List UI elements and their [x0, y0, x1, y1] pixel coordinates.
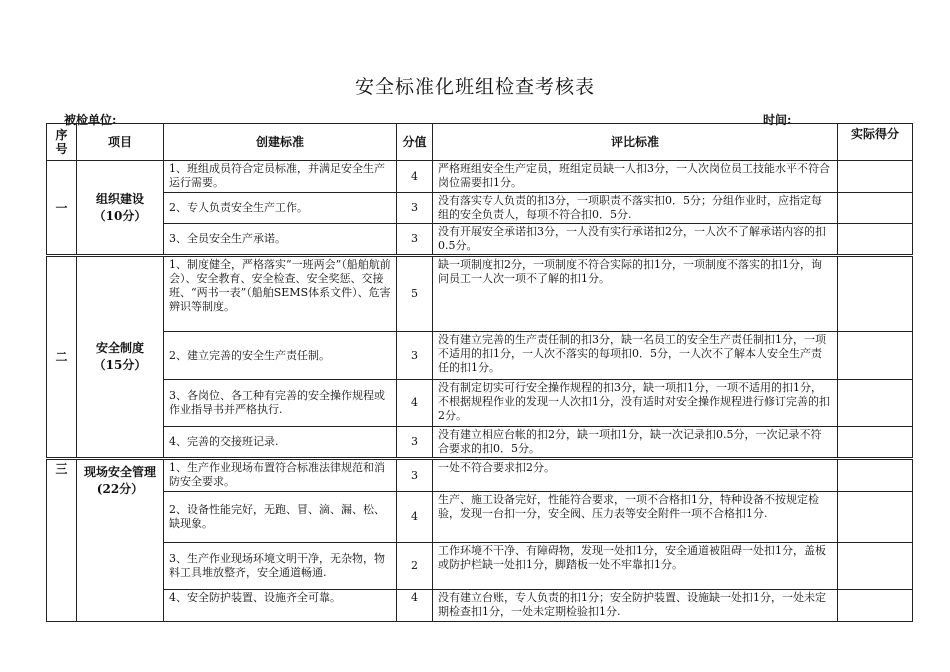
header-standard: 创建标准	[164, 124, 397, 161]
header-points: 分值	[397, 124, 433, 161]
actual-score-cell[interactable]	[838, 224, 913, 256]
header-item: 项目	[77, 124, 164, 161]
table-row	[47, 380, 913, 427]
actual-score-cell[interactable]	[838, 193, 913, 224]
header-seq: 序号	[47, 124, 77, 161]
time-label: 时间:	[763, 113, 792, 127]
standard-cell: 4、安全防护装置、设施齐全可靠。	[164, 590, 397, 622]
section-name: 组织建设（10分）	[77, 161, 164, 256]
standard-cell: 3、生产作业现场环境文明干净，无杂物，物料工具堆放整齐，安全通道畅通.	[164, 543, 397, 590]
actual-score-cell[interactable]	[838, 543, 913, 590]
section-number: 二	[47, 256, 77, 459]
actual-score-cell[interactable]	[838, 161, 913, 193]
actual-score-cell[interactable]	[838, 427, 913, 459]
criteria-cell: 没有建立相应台帐的扣2分，缺一项扣1分，缺一次记录扣0.5分，一次记录不符合要求的扣0．5分。	[433, 427, 838, 459]
points-cell: 3	[397, 427, 433, 459]
criteria-cell: 没有制定切实可行安全操作规程的扣3分，缺一项扣1分，一项不适用的扣1分，不根据规程作业的发现一人次扣1分，没有适时对安全操作规程进行修订完善的扣2分。	[433, 380, 838, 427]
standard-cell: 2、专人负责安全生产工作。	[164, 193, 397, 224]
standard-cell: 3、全员安全生产承诺。	[164, 224, 397, 256]
points-cell: 3	[397, 459, 433, 492]
criteria-cell: 一处不符合要求扣2分。	[433, 459, 838, 492]
criteria-cell: 严格班组安全生产定员，班组定员缺一人扣3分，一人次岗位员工技能水平不符合岗位需要扣1分。	[433, 161, 838, 193]
standard-cell: 2、设备性能完好，无跑、冒、滴、漏、松、缺现象。	[164, 492, 397, 543]
table-row	[47, 543, 913, 590]
points-cell: 3	[397, 332, 433, 380]
section-number: 三	[47, 459, 77, 622]
table-header-row	[47, 124, 913, 161]
criteria-cell: 没有建立完善的生产责任制的扣3分，缺一名员工的安全生产责任制扣1分，一项不适用的扣1分，一人次不落实的每项扣0．5分，一人次不了解本人安全生产责任的扣1分。	[433, 332, 838, 380]
actual-score-cell[interactable]	[838, 256, 913, 332]
table-row	[47, 161, 913, 193]
points-cell: 3	[397, 193, 433, 224]
table-row	[47, 224, 913, 256]
document-title: 安全标准化班组检查考核表	[354, 76, 595, 98]
table-row	[47, 492, 913, 543]
points-cell: 4	[397, 492, 433, 543]
table-row	[47, 256, 913, 332]
points-cell: 4	[397, 590, 433, 622]
standard-cell: 1、制度健全，严格落实“一班两会”（船舶航前会）、安全教育、安全检查、安全奖惩、交接班、“两书一表”（船舶SEMS体系文件）、危害辨识等制度。	[164, 256, 397, 332]
criteria-cell: 没有落实专人负责的扣3分，一项职责不落实扣0．5分；分组作业时，应指定每组的安全负责人，每项不符合扣0．5分.	[433, 193, 838, 224]
section-name: 安全制度（15分）	[77, 256, 164, 459]
criteria-cell: 没有建立台账，专人负责的扣1分；安全防护装置、设施缺一处扣1分，一处未定期检查扣1分，一处未定期检验扣1分.	[433, 590, 838, 622]
standard-cell: 1、班组成员符合定员标准，并满足安全生产运行需要。	[164, 161, 397, 193]
criteria-cell: 工作环境不干净、有障碍物，发现一处扣1分，安全通道被阻碍一处扣1分，盖板或防护栏缺一处扣1分，脚踏板一处不牢靠扣1分。	[433, 543, 838, 590]
actual-score-cell[interactable]	[838, 590, 913, 622]
section-name: 现场安全管理(22分）	[77, 459, 164, 622]
criteria-cell: 缺一项制度扣2分，一项制度不符合实际的扣1分，一项制度不落实的扣1分，询问员工一人次一项不了解的扣1分。	[433, 256, 838, 332]
criteria-cell: 没有开展安全承诺扣3分，一人没有实行承诺扣2分，一人次不了解承诺内容的扣0.5分。	[433, 224, 838, 256]
actual-score-cell[interactable]	[838, 332, 913, 380]
table-row	[47, 332, 913, 380]
points-cell: 5	[397, 256, 433, 332]
header-criteria: 评比标准	[433, 124, 838, 161]
standard-cell: 4、完善的交接班记录.	[164, 427, 397, 459]
standard-cell: 1、生产作业现场布置符合标准法律规范和消防安全要求。	[164, 459, 397, 492]
table-row	[47, 590, 913, 622]
standard-cell: 2、建立完善的安全生产责任制。	[164, 332, 397, 380]
points-cell: 2	[397, 543, 433, 590]
actual-score-cell[interactable]	[838, 459, 913, 492]
table-row	[47, 427, 913, 459]
points-cell: 4	[397, 380, 433, 427]
standard-cell: 3、各岗位、各工种有完善的安全操作规程或作业指导书并严格执行.	[164, 380, 397, 427]
actual-score-cell[interactable]	[838, 492, 913, 543]
header-actual-score: 实际得分	[838, 124, 913, 161]
points-cell: 4	[397, 161, 433, 193]
inspected-unit-label: 被检单位:	[64, 113, 117, 127]
actual-score-cell[interactable]	[838, 380, 913, 427]
criteria-cell: 生产、施工设备完好，性能符合要求，一项不合格扣1分，特种设备不按规定检验，发现一台扣一分，安全阀、压力表等安全附件一项不合格扣1分.	[433, 492, 838, 543]
section-number: 一	[47, 161, 77, 256]
points-cell: 3	[397, 224, 433, 256]
assessment-table	[46, 123, 913, 622]
table-row	[47, 193, 913, 224]
table-row	[47, 459, 913, 492]
